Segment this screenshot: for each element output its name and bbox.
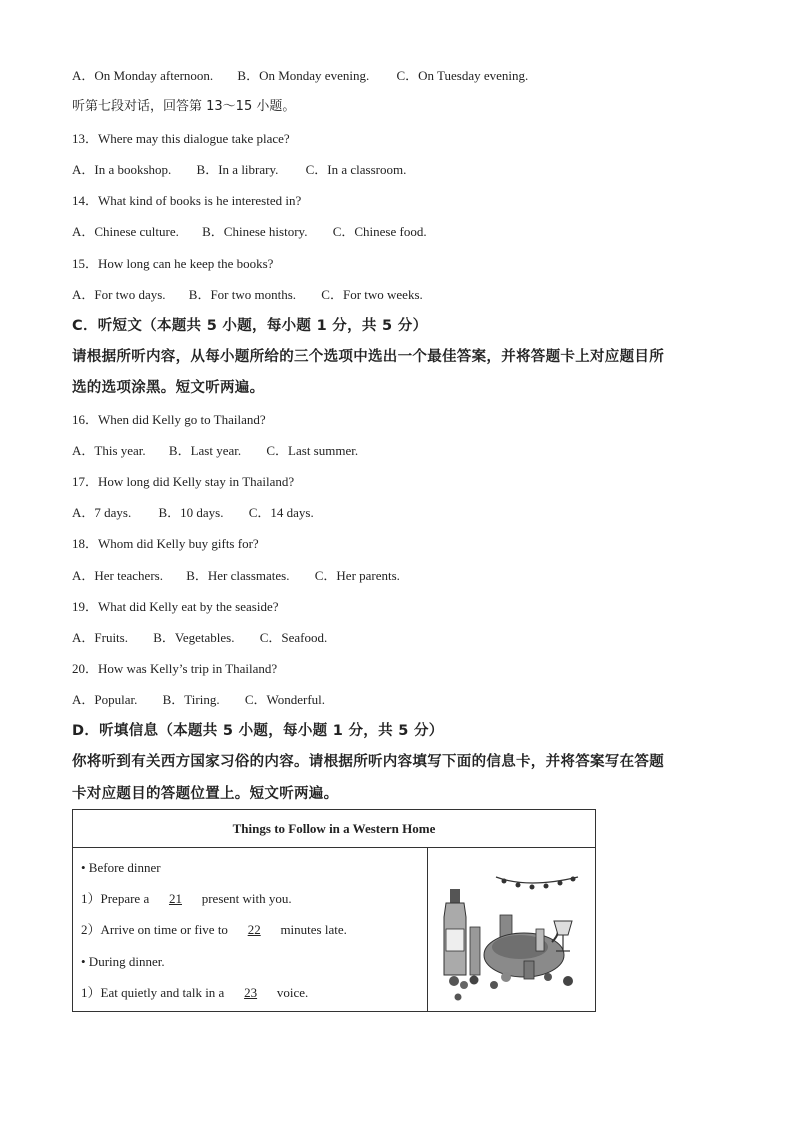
option-b: B．Chinese history. — [202, 224, 308, 239]
option-c: C．Chinese food. — [332, 224, 427, 239]
option-a: A．In a bookshop. — [72, 162, 172, 177]
option-c: C．Last summer. — [266, 443, 359, 458]
info-item-1 — [81, 891, 292, 907]
dinner-illustration — [428, 847, 596, 1012]
option-c: C．On Tuesday evening. — [396, 68, 529, 83]
option-a: A．On Monday afternoon. — [72, 68, 214, 83]
question-16: 16．When did Kelly go to Thailand? — [72, 412, 266, 427]
options-row-15 — [72, 287, 423, 303]
option-b: B．10 days. — [158, 505, 224, 520]
option-c: C．Seafood. — [259, 630, 328, 645]
option-a: A．Fruits. — [72, 630, 128, 645]
section-d-instruction-1: 你将听到有关西方国家习俗的内容。请根据所听内容填写下面的信息卡，并将答案写在答题 — [72, 754, 664, 770]
option-a: A．7 days. — [72, 505, 132, 520]
option-b: B．Vegetables. — [153, 630, 235, 645]
options-row-18 — [72, 568, 400, 584]
question-17: 17．How long did Kelly stay in Thailand? — [72, 474, 295, 489]
options-row-19 — [72, 630, 327, 646]
options-row-17 — [72, 505, 314, 521]
option-b: B．On Monday evening. — [237, 68, 370, 83]
option-a: A．Popular. — [72, 692, 138, 707]
section-c-instruction-1: 请根据所听内容，从每小题所给的三个选项中选出一个最佳答案，并将答题卡上对应题目所 — [72, 349, 664, 365]
option-c: C．For two weeks. — [321, 287, 423, 302]
section-d-instruction-2: 卡对应题目的答题位置上。短文听两遍。 — [72, 786, 339, 802]
blank-22: 22 — [247, 922, 261, 937]
option-c: C．In a classroom. — [305, 162, 407, 177]
section-c-heading: C．听短文（本题共 5 小题，每小题 1 分，共 5 分） — [72, 318, 428, 334]
question-13: 13．Where may this dialogue take place? — [72, 131, 290, 146]
options-row-14 — [72, 224, 427, 240]
info-card-content — [73, 847, 428, 1012]
dinner-table-icon — [428, 847, 596, 1012]
during-dinner-heading: • During dinner. — [81, 954, 165, 969]
before-dinner-heading: • Before dinner — [81, 860, 161, 875]
info-card — [72, 809, 596, 1012]
question-18: 18．Whom did Kelly buy gifts for? — [72, 536, 259, 551]
options-row-16 — [72, 443, 358, 459]
option-a: A．This year. — [72, 443, 146, 458]
section-c-instruction-2: 选的选项涂黑。短文听两遍。 — [72, 380, 265, 396]
item-text: voice. — [276, 985, 309, 1000]
item-text: 1）Prepare a — [81, 891, 150, 906]
question-20: 20．How was Kelly’s trip in Thailand? — [72, 661, 278, 676]
question-15: 15．How long can he keep the books? — [72, 256, 274, 271]
options-row-13 — [72, 162, 406, 178]
item-text: present with you. — [201, 891, 292, 906]
options-row-20 — [72, 692, 325, 708]
option-b: B．For two months. — [188, 287, 297, 302]
item-text: 2）Arrive on time or five to — [81, 922, 228, 937]
option-a: A．Her teachers. — [72, 568, 163, 583]
info-item-3 — [81, 985, 308, 1001]
option-c: C．Wonderful. — [244, 692, 326, 707]
section-d-heading: D．听填信息（本题共 5 小题，每小题 1 分，共 5 分） — [72, 723, 444, 739]
info-item-2 — [81, 922, 347, 938]
blank-23: 23 — [244, 985, 258, 1000]
option-c: C．Her parents. — [314, 568, 400, 583]
option-b: B．In a library. — [196, 162, 279, 177]
option-a: A．For two days. — [72, 287, 166, 302]
option-b: B．Her classmates. — [186, 568, 290, 583]
question-19: 19．What did Kelly eat by the seaside? — [72, 599, 279, 614]
option-b: B．Tiring. — [162, 692, 220, 707]
info-card-title: Things to Follow in a Western Home — [73, 810, 595, 848]
question-14: 14．What kind of books is he interested in? — [72, 193, 302, 208]
option-b: B．Last year. — [168, 443, 242, 458]
section-note: 听第七段对话，回答第 13～15 小题。 — [72, 99, 296, 114]
options-row-12 — [72, 68, 528, 84]
option-a: A．Chinese culture. — [72, 224, 179, 239]
blank-21: 21 — [168, 891, 182, 906]
item-text: minutes late. — [280, 922, 347, 937]
option-c: C．14 days. — [248, 505, 314, 520]
item-text: 1）Eat quietly and talk in a — [81, 985, 225, 1000]
